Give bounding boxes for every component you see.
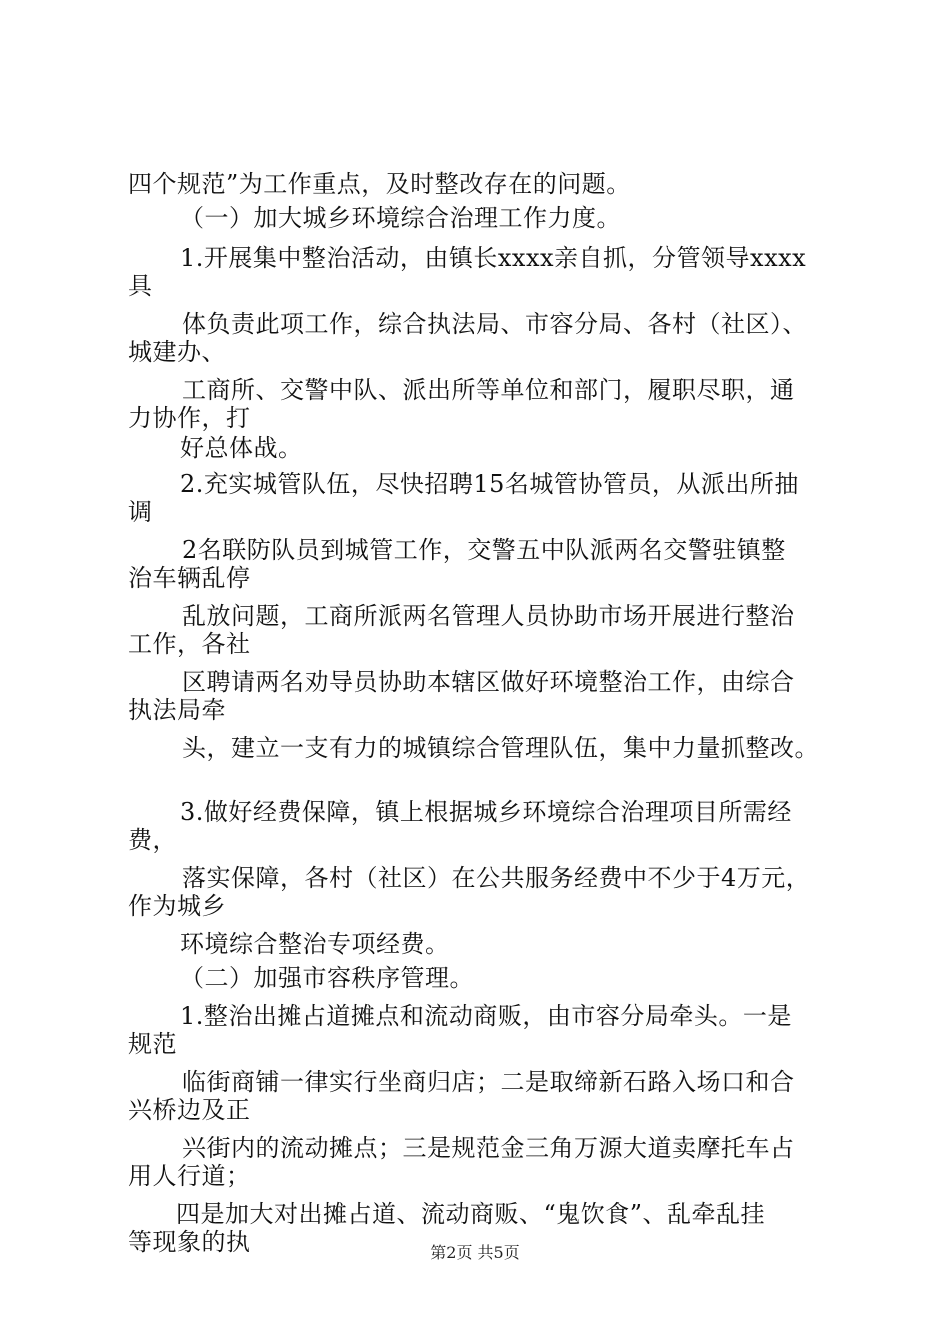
text-line: 治车辆乱停 (128, 564, 251, 592)
text-line: 临街商铺一律实行坐商归店；二是取缔新石路入场口和合 (182, 1068, 795, 1096)
text-line: 费， (128, 826, 177, 854)
text-line: 体负责此项工作，综合执法局、市容分局、各村（社区）、 (182, 310, 807, 338)
text-line: 3.做好经费保障，镇上根据城乡环境综合治理项目所需经 (180, 798, 792, 826)
text-line: 具 (128, 272, 153, 300)
text-line: 2.充实城管队伍，尽快招聘15名城管协管员，从派出所抽 (180, 470, 799, 498)
text-line: 环境综合整治专项经费。 (180, 930, 450, 958)
text-line: 区聘请两名劝导员协助本辖区做好环境整治工作，由综合 (182, 668, 795, 696)
text-line: 1.整治出摊占道摊点和流动商贩，由市容分局牵头。一是 (180, 1002, 792, 1030)
text-line: 四是加大对出摊占道、流动商贩、“鬼饮食”、乱牵乱挂 (176, 1200, 766, 1228)
text-line: 兴街内的流动摊点；三是规范金三角万源大道卖摩托车占 (182, 1134, 795, 1162)
text-line: 2名联防队员到城管工作，交警五中队派两名交警驻镇整 (182, 536, 786, 564)
text-line: （一）加大城乡环境综合治理工作力度。 (180, 204, 621, 232)
text-line: 工商所、交警中队、派出所等单位和部门，履职尽职，通 (182, 376, 795, 404)
text-line: 乱放问题，工商所派两名管理人员协助市场开展进行整治 (182, 602, 795, 630)
text-line: 力协作，打 (128, 404, 251, 432)
text-line: 调 (128, 498, 153, 526)
text-line: 作为城乡 (128, 892, 226, 920)
text-line: 用人行道； (128, 1162, 251, 1190)
text-line: 工作，各社 (128, 630, 251, 658)
text-line: 四个规范”为工作重点，及时整改存在的问题。 (128, 170, 631, 198)
text-line: 头，建立一支有力的城镇综合管理队伍，集中力量抓整改。 (182, 734, 819, 762)
text-line: 好总体战。 (180, 434, 303, 462)
text-line: 执法局牵 (128, 696, 226, 724)
text-line: 兴桥边及正 (128, 1096, 251, 1124)
text-line: （二）加强市容秩序管理。 (180, 964, 474, 992)
text-line: 城建办、 (128, 338, 226, 366)
text-line: 1.开展集中整治活动，由镇长xxxx亲自抓，分管领导xxxx (180, 244, 807, 272)
page-number-footer: 第2页 共5页 (430, 1243, 520, 1262)
text-line: 等现象的执 (128, 1228, 251, 1256)
text-line: 规范 (128, 1030, 177, 1058)
text-line: 落实保障，各村（社区）在公共服务经费中不少于4万元， (182, 864, 811, 892)
